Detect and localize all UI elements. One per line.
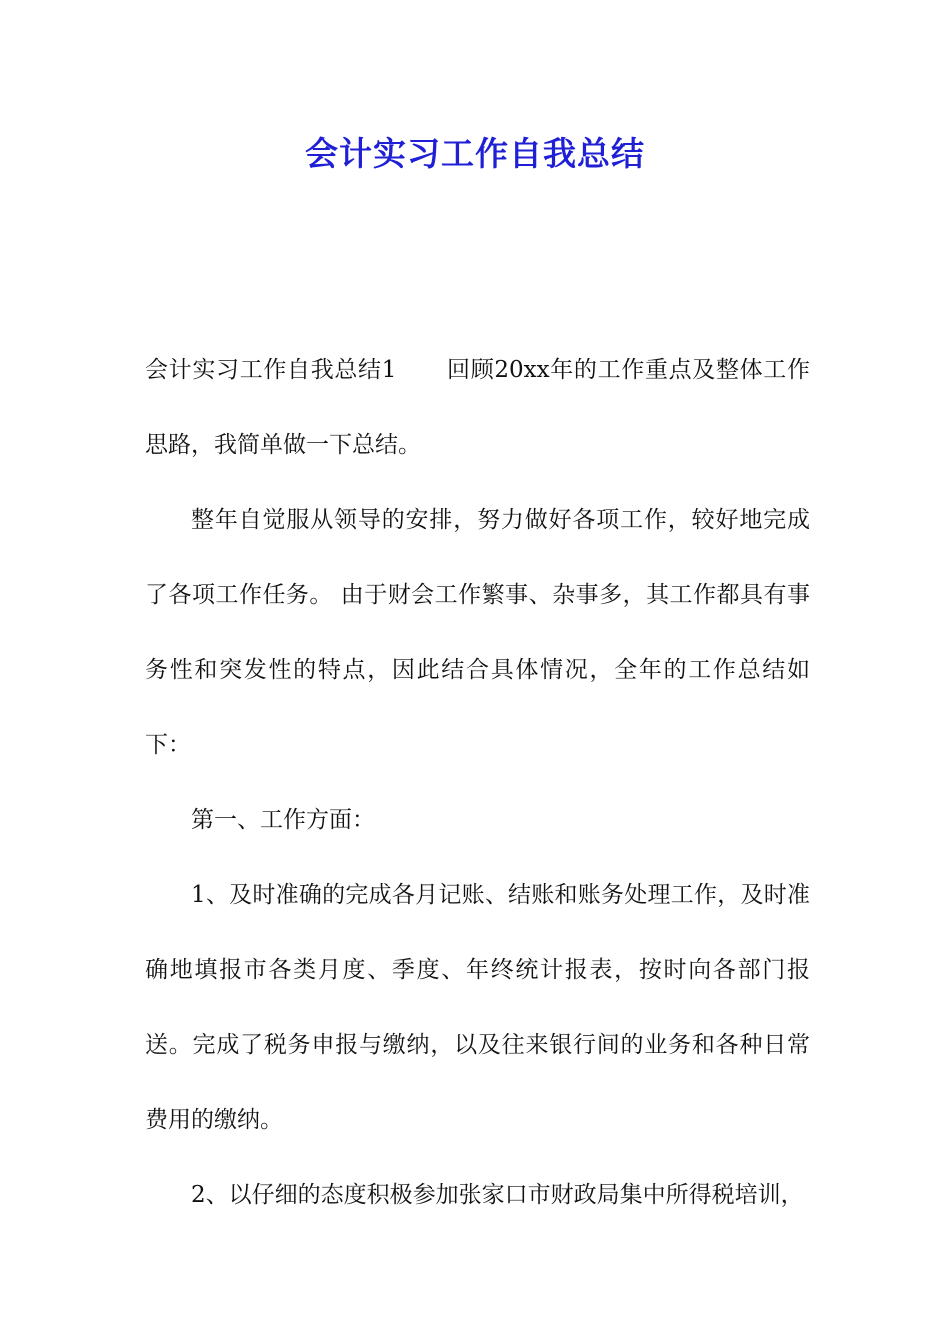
document-body — [145, 333, 810, 1233]
paragraph-1: 整年自觉服从领导的安排，努力做好各项工作，较好地完成了各项工作任务。 由于财会工作繁事、杂事多，其工作都具有事务性和突发性的特点，因此结合具体情况，全年的工作总结如下： — [145, 507, 810, 758]
document-title: 会计实习工作自我总结 — [305, 134, 645, 173]
intro-paragraph — [145, 333, 810, 483]
paragraph-2: 第一、工作方面： — [191, 807, 375, 833]
paragraph-3: 1、及时准确的完成各月记账、结账和账务处理工作，及时准确地填报市各类月度、季度、年终统计报表，按时向各部门报送。完成了税务申报与缴纳，以及往来银行间的业务和各种日常费用的缴纳。 — [145, 882, 810, 1133]
paragraph-4: 2、以仔细的态度积极参加张家口市财政局集中所得税培训， — [191, 1182, 804, 1208]
intro-text: 回顾20xx年的工作重点及整体工作思路，我简单做一下总结。 — [145, 357, 810, 458]
intro-heading: 会计实习工作自我总结1 — [145, 357, 397, 383]
